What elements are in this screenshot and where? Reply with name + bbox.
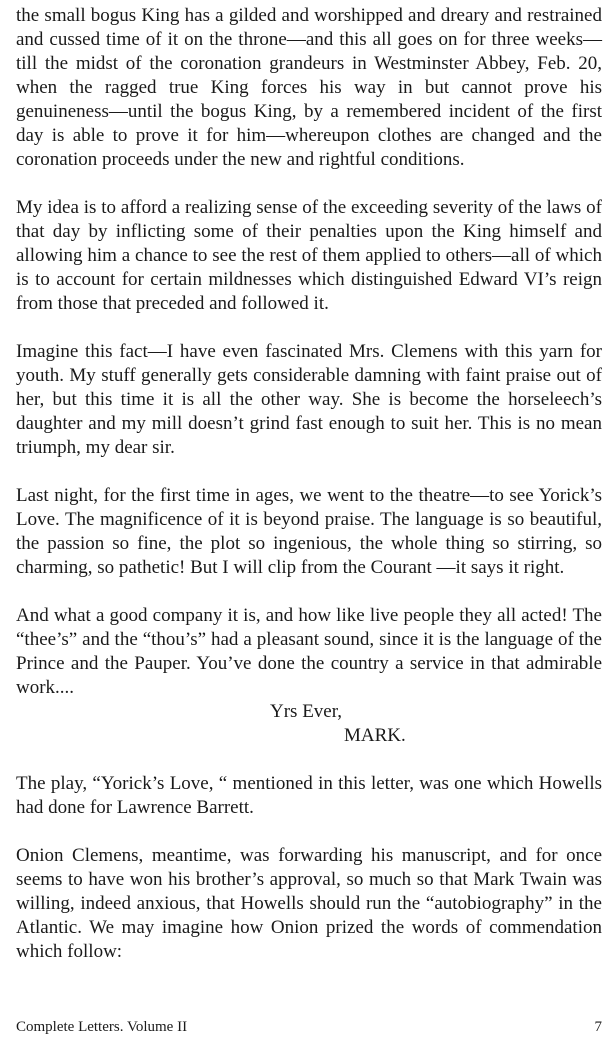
paragraph-theatre: Last night, for the first time in ages, we went to the theatre—to see Yorick’s Love. The magnificence of it is beyond praise. The language is so beautiful, the passion so fine, the plot so ingenious, the whole thing so stirring, so charming, so pathetic! But I will clip from the Courant —it says it right. bbox=[16, 485, 602, 578]
closing-signature: MARK. bbox=[344, 725, 406, 746]
paragraph-onion-clemens: Onion Clemens, meantime, was forwarding his manuscript, and for once seems to have won his brother’s approval, so much so that Mark Twain was willing, indeed anxious, that Howells should run the “autobiography” in the Atlantic. We may imagine how Onion prized the words of commendation which follow: bbox=[16, 845, 602, 962]
paragraph-play-note: The play, “Yorick’s Love, “ mentioned in this letter, was one which Howells had done for Lawrence Barrett. bbox=[16, 773, 602, 818]
closing-salutation: Yrs Ever, bbox=[270, 701, 343, 722]
footer-book-title: Complete Letters. Volume II bbox=[16, 1019, 188, 1035]
letter-closing bbox=[16, 700, 602, 748]
footer-page-number: 7 bbox=[594, 1019, 602, 1035]
letter-page bbox=[16, 4, 602, 988]
page-footer bbox=[16, 1018, 602, 1036]
paragraph-mrs-clemens: Imagine this fact—I have even fascinated Mrs. Clemens with this yarn for youth. My stuff generally gets considerable damning with faint praise out of her, but this time it is all the other way. She is become the horseleech’s daughter and my mill doesn’t grind fast enough to suit her. This is no mean triumph, my dear sir. bbox=[16, 341, 602, 458]
paragraph-coronation: the small bogus King has a gilded and worshipped and dreary and restrained and cussed time of it on the throne—and this all goes on for three weeks—till the midst of the coronation grandeurs in Westminster Abbey, Feb. 20, when the ragged true King forces his way in but cannot prove his genuineness—until the bogus King, by a remembered incident of the first day is able to prove it for him—whereupon clothes are changed and the coronation proceeds under the new and rightful conditions. bbox=[16, 5, 602, 170]
paragraph-good-company: And what a good company it is, and how like live people they all acted! The “thee’s” and the “thou’s” had a pleasant sound, since it is the language of the Prince and the Pauper. You’ve done the country a service in that admirable work.... bbox=[16, 605, 602, 698]
paragraph-laws-severity: My idea is to afford a realizing sense of the exceeding severity of the laws of that day by inflicting some of their penalties upon the King himself and allowing him a chance to see the rest of them applied to others—all of which is to account for certain mildnesses which distinguished Edward VI’s reign from those that preceded and followed it. bbox=[16, 197, 602, 314]
